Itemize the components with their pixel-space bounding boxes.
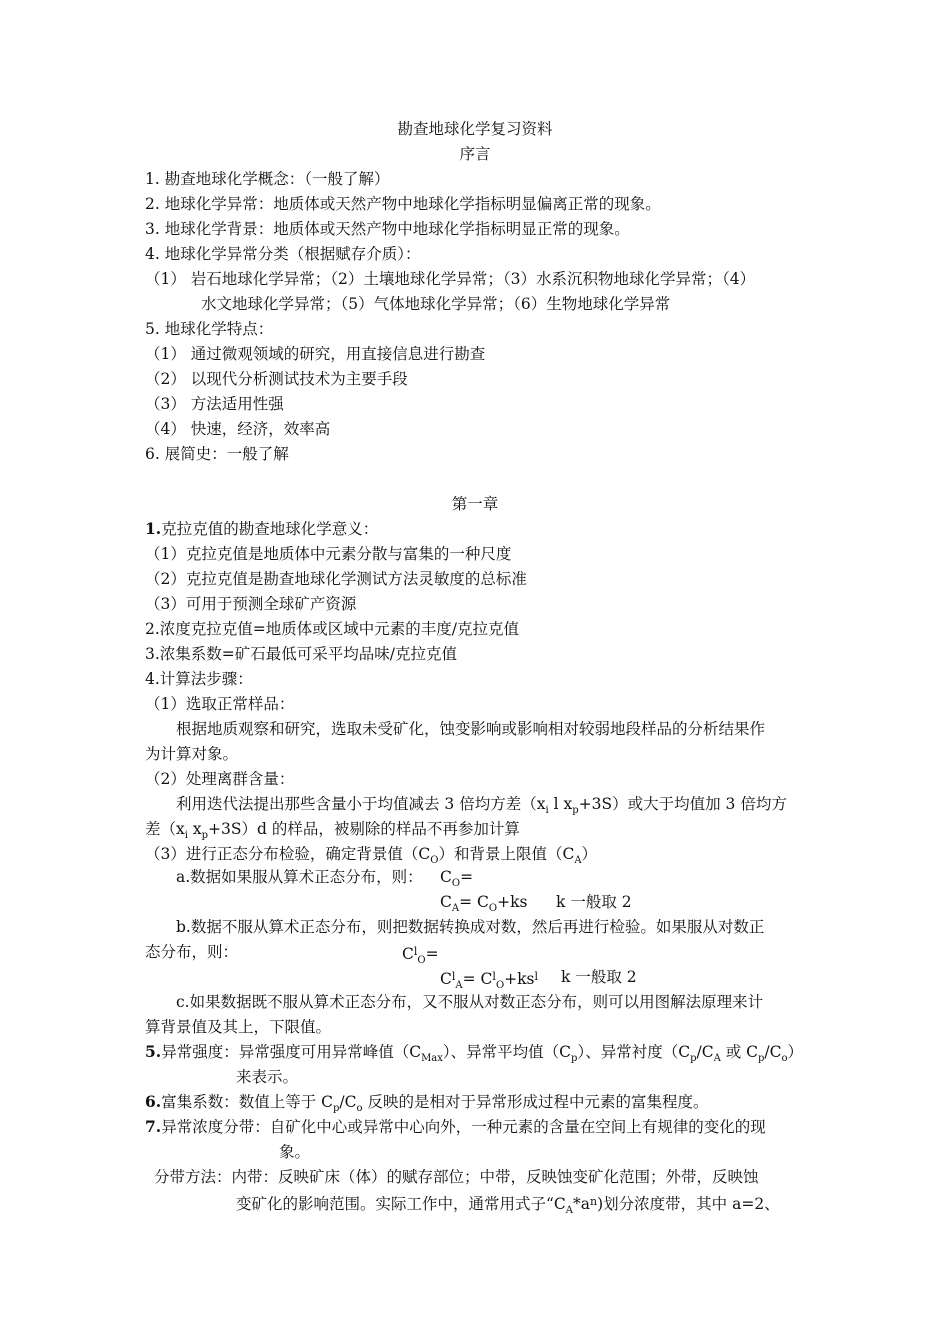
- step-3-text-c: ）: [581, 845, 598, 863]
- eq-sub-a: A: [451, 903, 460, 914]
- q5-sub-p3: p: [758, 1053, 765, 1064]
- feature-item-3: （3） 方法适用性强: [145, 395, 284, 413]
- q5-line-2: 来表示。: [236, 1068, 299, 1086]
- q5-text-g: ）: [787, 1043, 804, 1061]
- eq-sub: O: [451, 878, 461, 889]
- eq-rest: =: [425, 945, 439, 963]
- q6-number: 6.: [145, 1092, 162, 1111]
- case-c-line-2: 算背景值及其上，下限值。: [145, 1018, 332, 1036]
- q6-text-b: /C: [339, 1093, 357, 1111]
- eq-rest: =: [460, 868, 474, 886]
- q5-number: 5.: [145, 1042, 162, 1061]
- step-3-text-a: （3）进行正态分布检验，确定背景值（C: [145, 845, 431, 863]
- eq-rest: +ks: [497, 893, 528, 911]
- q5-text-a: 异常强度：异常强度可用异常峰值（C: [161, 1043, 422, 1061]
- q1-item-1: （1）克拉克值是地质体中元素分散与富集的一种尺度: [145, 545, 512, 563]
- step-3-heading: [145, 843, 597, 865]
- case-a-k-note: k 一般取 2: [556, 893, 632, 911]
- eq-mid: = C: [459, 893, 489, 911]
- preface-item-1: 1. 勘查地球化学概念：（一般了解）: [145, 170, 390, 188]
- step-1-body-2: 为计算对象。: [145, 745, 239, 763]
- step-2-body-2: [145, 818, 520, 840]
- case-b-k-note: k 一般取 2: [561, 968, 637, 986]
- feature-item-2: （2） 以现代分析测试技术为主要手段: [145, 370, 408, 388]
- q5-sub-max: Max: [421, 1053, 443, 1064]
- q7-line-1: [145, 1116, 766, 1138]
- step-3-text-b: ）和背景上限值（C: [438, 845, 575, 863]
- eq-c: C: [440, 893, 452, 911]
- q5-text-d: /C: [696, 1043, 714, 1061]
- eq-c: C: [402, 945, 414, 963]
- preface-item-3: 3. 地球化学背景：地质体或天然产物中地球化学指标明显正常的现象。: [145, 220, 630, 238]
- preface-item-2: 2. 地球化学异常：地质体或天然产物中地球化学指标明显偏离正常的现象。: [145, 195, 661, 213]
- case-b-eq-2: [440, 966, 539, 991]
- step-3-sub-o: O: [430, 855, 439, 866]
- chapter-1-heading: 第一章: [451, 495, 499, 513]
- eq-rest: +ks: [504, 970, 535, 988]
- q1-heading: [145, 518, 378, 540]
- preface-item-4: 4. 地球化学异常分类（根据赋存介质）：: [145, 245, 421, 263]
- step-2-sub-p: p: [572, 805, 579, 816]
- anomaly-classes-line-2: 水文地球化学异常；（5）气体地球化学异常；（6）生物地球化学异常: [201, 295, 671, 313]
- history-line: 6. 展简史：一般了解: [145, 445, 289, 463]
- zoning-method-line-1: 分带方法：内带：反映矿床（体）的赋存部位；中带，反映蚀变矿化范围；外带，反映蚀: [154, 1168, 759, 1186]
- case-a-eq-1: [440, 866, 473, 888]
- preface-heading: 序言: [459, 145, 491, 163]
- case-b-eq-1: [402, 941, 439, 966]
- step-2-line2-c: +3S）d 的样品，被剔除的样品不再参加计算: [208, 820, 520, 838]
- anomaly-classes-line-1: （1） 岩石地球化学异常；（2）土壤地球化学异常；（3）水系沉积物地球化学异常；（4）: [145, 270, 756, 288]
- step-2-sub-i: i: [545, 805, 549, 816]
- zoning-text-b: *a: [573, 1195, 591, 1213]
- q5-sub-p2: p: [690, 1053, 697, 1064]
- q5-line-1: [145, 1041, 803, 1063]
- q1-item-2: （2）克拉克值是勘查地球化学测试方法灵敏度的总标准: [145, 570, 527, 588]
- step-2-line2-a: 差（x: [145, 820, 185, 838]
- q7-text: 异常浓度分带：自矿化中心或异常中心向外，一种元素的含量在空间上有规律的变化的现: [161, 1118, 766, 1136]
- zoning-method-line-2: [236, 1191, 780, 1216]
- q5-text-c: ）、异常衬度（C: [577, 1043, 691, 1061]
- q6-text-c: 反映的是相对于异常形成过程中元素的富集程度。: [362, 1093, 709, 1111]
- step-1-body-1: 根据地质观察和研究，选取未受矿化，蚀变影响或影响相对较弱地段样品的分析结果作: [176, 720, 766, 738]
- q1-item-3: （3）可用于预测全球矿产资源: [145, 595, 357, 613]
- q6-line: [145, 1091, 708, 1113]
- case-b-line-1: b.数据不服从算术正态分布，则把数据转换成对数，然后再进行检验。如果服从对数正: [176, 918, 765, 936]
- eq-sup-3: l: [534, 970, 539, 983]
- q5-text-b: ）、异常平均值（C: [442, 1043, 572, 1061]
- q6-sub-o: o: [356, 1103, 363, 1114]
- feature-item-1: （1） 通过微观领域的研究，用直接信息进行勘查: [145, 345, 486, 363]
- step-2-line2-b: x: [187, 820, 202, 838]
- q3-line: 3.浓集系数=矿石最低可采平均品味/克拉克值: [145, 645, 457, 663]
- feature-item-4: （4） 快速，经济，效率高: [145, 420, 331, 438]
- zoning-sup-n: n: [590, 1195, 598, 1208]
- eq-sub-o: O: [488, 903, 498, 914]
- q5-sub-p: p: [571, 1053, 578, 1064]
- q7-line-2: 象。: [279, 1143, 311, 1161]
- eq-mid: = C: [462, 970, 493, 988]
- eq-c: C: [440, 868, 452, 886]
- step-2-line2-sub-i: i: [184, 830, 188, 841]
- eq-sup: l: [451, 970, 456, 983]
- q6-text-a: 富集系数：数值上等于 C: [161, 1093, 333, 1111]
- q1-text: 克拉克值的勘查地球化学意义：: [161, 520, 379, 538]
- q5-text-f: /C: [764, 1043, 782, 1061]
- eq-sup: l: [413, 945, 418, 958]
- step-1-heading: （1）选取正常样品：: [145, 695, 295, 713]
- q4-line: 4.计算法步骤：: [145, 670, 253, 688]
- q5-sub-o: o: [781, 1053, 788, 1064]
- case-a-line: a.数据如果服从算术正态分布，则：: [176, 868, 423, 886]
- step-2-line2-sub-p: p: [201, 830, 209, 841]
- case-a-eq-2: [440, 891, 527, 913]
- q2-line: 2.浓度克拉克值=地质体或区域中元素的丰度/克拉克值: [145, 620, 519, 638]
- step-2-text-a: 利用迭代法提出那些含量小于均值减去 3 倍均方差（x: [176, 795, 546, 813]
- zoning-text-a: 变矿化的影响范围。实际工作中，通常用式子“C: [236, 1195, 566, 1213]
- case-c-line-1: c.如果数据既不服从算术正态分布，又不服从对数正态分布，则可以用图解法原理来计: [176, 993, 764, 1011]
- eq-c: C: [440, 970, 452, 988]
- step-3-sub-a: A: [574, 855, 582, 866]
- document-title: 勘查地球化学复习资料: [397, 120, 553, 138]
- step-2-text-c: +3S）或大于均值加 3 倍均方: [578, 795, 787, 813]
- eq-sub-a: A: [455, 980, 463, 991]
- q5-sub-a: A: [713, 1053, 721, 1064]
- zoning-text-c: )划分浓度带，其中 a=2、: [597, 1195, 780, 1213]
- case-b-line-2: 态分布，则：: [145, 943, 239, 961]
- features-heading: 5. 地球化学特点：: [145, 320, 274, 338]
- eq-sup-2: l: [492, 970, 496, 983]
- zoning-sub-a: A: [565, 1205, 574, 1216]
- q1-number: 1.: [145, 519, 162, 538]
- q7-number: 7.: [145, 1117, 162, 1136]
- q5-text-e: 或 C: [720, 1043, 759, 1061]
- eq-sub: O: [417, 955, 426, 966]
- step-2-body-1: [176, 793, 787, 815]
- step-2-text-b: l x: [548, 795, 573, 813]
- eq-sub-o: O: [495, 980, 505, 991]
- step-2-heading: （2）处理离群含量：: [145, 770, 295, 788]
- q6-sub-p: p: [332, 1103, 340, 1114]
